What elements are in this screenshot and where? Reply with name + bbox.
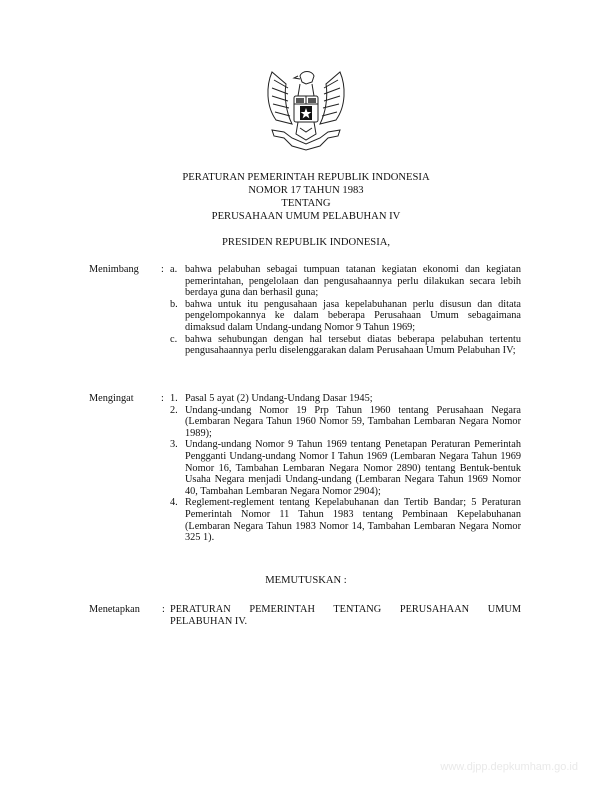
regulation-title — [0, 171, 612, 223]
menetapkan-section — [89, 604, 521, 628]
menimbang-label: Menimbang — [89, 264, 139, 275]
title-line-4: PERUSAHAAN UMUM PELABUHAN IV — [211, 211, 401, 222]
menetapkan-line-1: PERATURAN PEMERINTAH TENTANG PERUSAHAAN UMUM — [170, 604, 521, 615]
mengingat-item: 3. Undang-undang Nomor 9 Tahun 1969 tentang Penetapan Peraturan Pemerintah Pengganti Undang-undang Nomor I Tahun 1969 (Lembaran Negara Tahun 1969 Nomor 16, Tambahan Lembaran Negara Nomor 2890) tentang Bentuk-bentuk Usaha Negara menjadi Undang-undang (Lembaran Negara Tahun 1969 Nomor 40, Tambahan Lembaran Negara Nomor 2904); — [170, 439, 521, 497]
garuda-emblem-icon — [262, 66, 350, 156]
title-line-3: TENTANG — [281, 198, 331, 209]
title-line-1: PERATURAN PEMERINTAH REPUBLIK INDONESIA — [182, 172, 430, 183]
menimbang-item: b. bahwa untuk itu pengusahaan jasa kepelabuhanan perlu disusun dan ditata pengelompokannya ke dalam beberapa Perusahaan Umum sebagaimana dimaksud dalam Undang-undang Nomor 9 Tahun 1969; — [170, 298, 521, 333]
menetapkan-colon: : — [162, 604, 165, 615]
title-line-2: NOMOR 17 TAHUN 1983 — [248, 185, 364, 196]
mengingat-colon: : — [161, 393, 164, 404]
mengingat-item: 4. Reglement-reglement tentang Kepelabuhanan dan Tertib Bandar; 5 Peraturan Pemerintah Nomor 11 Tahun 1983 tentang Pembinaan Kepelabuhanan (Lembaran Negara Tahun 1983 Nomor 14, Tambahan Lembaran Negara Nomor 325 1). — [170, 497, 521, 544]
watermark-url: www.djpp.depkumham.go.id — [440, 761, 578, 773]
menimbang-colon: : — [161, 264, 164, 275]
president-heading: PRESIDEN REPUBLIK INDONESIA, — [221, 237, 391, 248]
mengingat-item: 2. Undang-undang Nomor 19 Prp Tahun 1960 tentang Perusahaan Negara (Lembaran Negara Tahun 1960 Nomor 59, Tambahan Lembaran Negara Nomor 1989); — [170, 404, 521, 439]
menimbang-item: a. bahwa pelabuhan sebagai tumpuan tatanan kegiatan ekonomi dan kegiatan pemerintahan, pengelolaan dan pengusahaannya perlu dilakukan secara lebih berdaya guna dan berhasil guna; — [170, 264, 521, 299]
mengingat-section — [89, 393, 521, 544]
menetapkan-label: Menetapkan — [89, 604, 140, 615]
menimbang-section — [89, 264, 521, 357]
menetapkan-line-2: PELABUHAN IV. — [170, 616, 248, 627]
mengingat-label: Mengingat — [89, 393, 134, 404]
mengingat-item: 1. Pasal 5 ayat (2) Undang-Undang Dasar 1945; — [170, 393, 373, 404]
menimbang-item: c. bahwa sehubungan dengan hal tersebut diatas beberapa pelabuhan tertentu pengusahaannya perlu diselenggarakan dalam Perusahaan Umum Pelabuhan IV; — [170, 333, 521, 357]
memutuskan-heading: MEMUTUSKAN : — [265, 575, 347, 586]
